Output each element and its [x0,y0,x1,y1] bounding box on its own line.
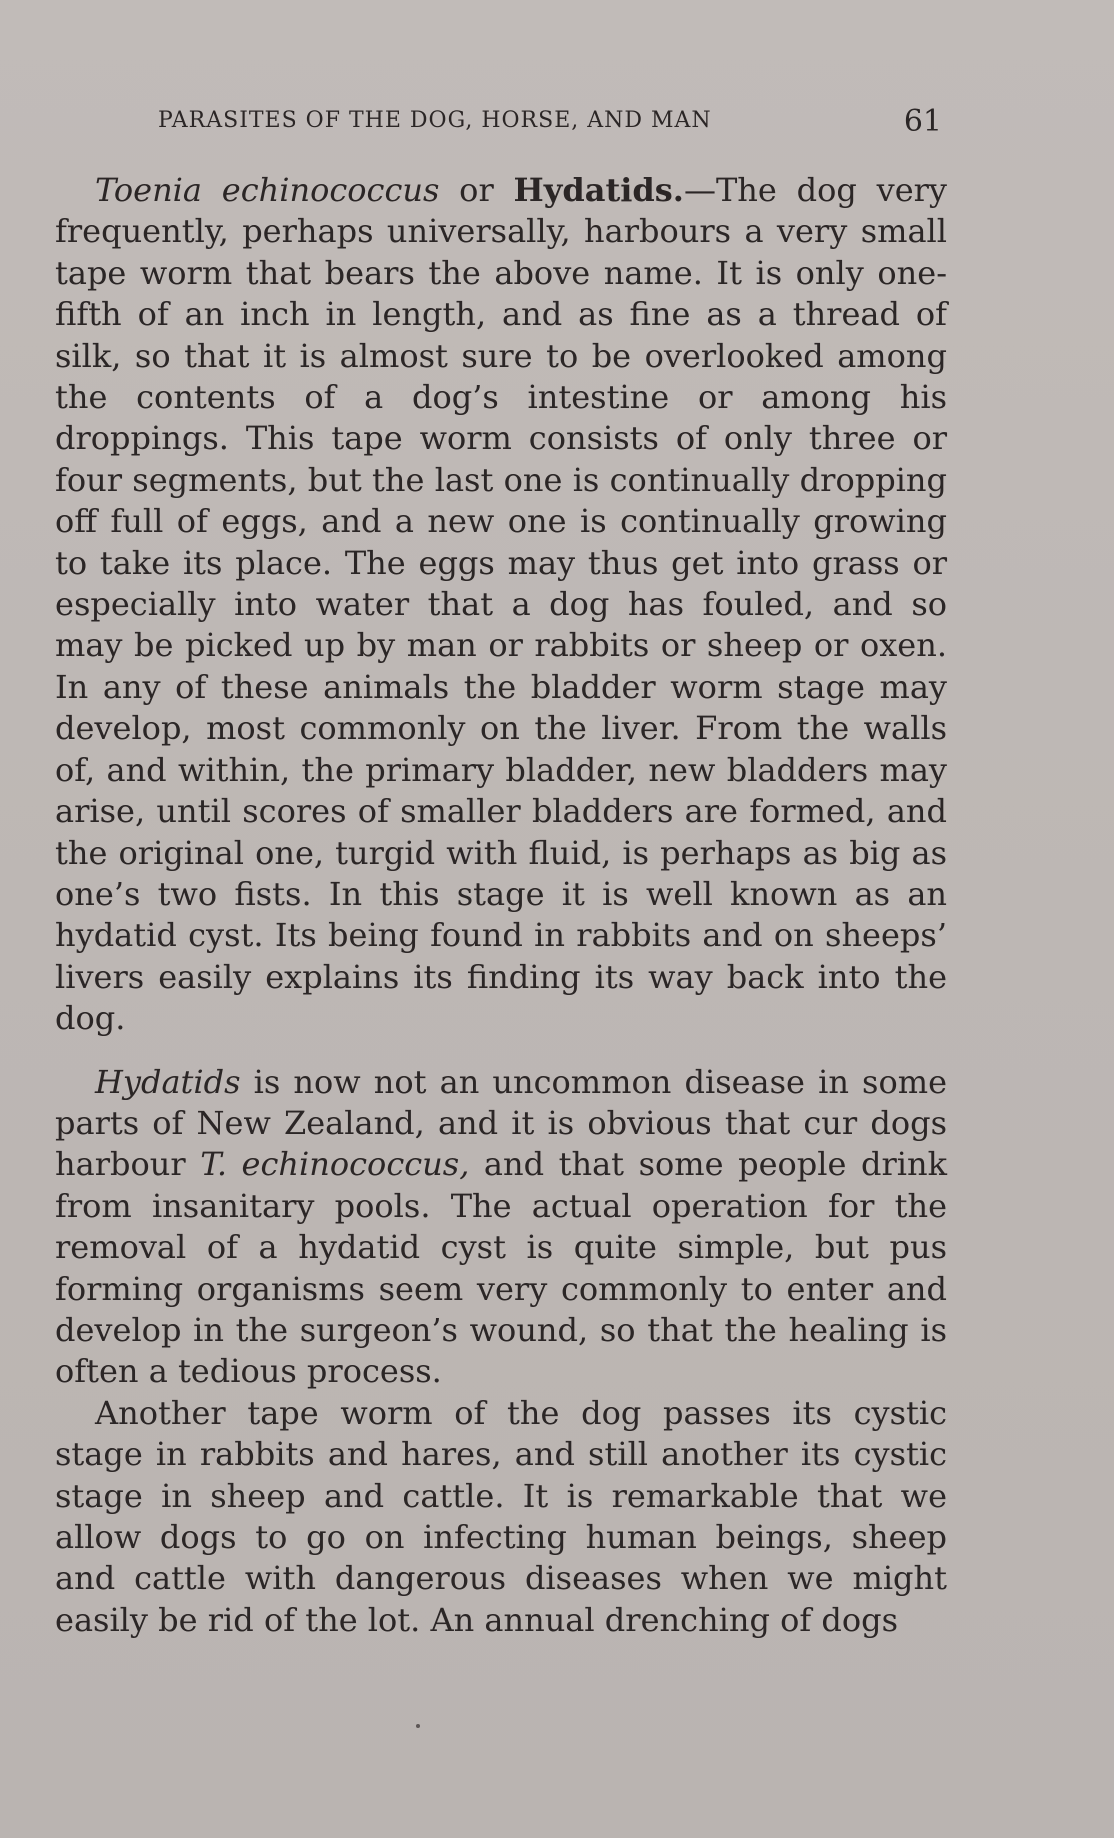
species-name: T. echinococcus, [200,1145,470,1184]
species-name-heading: Toenia echinococcus [95,171,440,209]
paragraph-hydatids-intro [55,170,947,1040]
running-head [158,104,944,144]
paragraph-text: and that some people drink from insanitary pools. The actual operation for the removal of a hydatid cyst is quite simple, but pus forming organisms seem very commonly to enter and develop in the surgeon’s wound, so that the healing is often a tedious process. [55,1145,947,1391]
body-text [55,170,947,1641]
paragraph-text: is now not an uncommon disease in some parts of New Zealand, and it is obvious that cur dogs harbour [55,1062,947,1184]
paragraph-other-tapeworms [55,1393,947,1641]
paragraph-text: —The dog very frequently, perhaps universally, harbours a very small tape worm that bears the above name. It is only one-fifth of an inch in length, and as fine as a thread of silk, so that it is almost sure to be overlooked among the contents of a dog’s intestine or among his droppings. This tape worm consists of only three or four segments, but the last one is continually dropping off full of eggs, and a new one is continually growing to take its place. The eggs may thus get into grass or especially into water that a dog has fouled, and so may be picked up by man or rabbits or sheep or oxen. In any of these animals the bladder worm stage may develop, most commonly on the liver. From the walls of, and within, the primary bladder, new bladders may arise, until scores of smaller bladders are formed, and the original one, turgid with fluid, is perhaps as big as one’s two fists. In this stage it is well known as an hydatid cyst. Its being found in rabbits and on sheeps’ livers easily explains its finding its way back into the dog. [55,171,948,1038]
heading-joiner: or [439,171,514,209]
disease-name: Hydatids [95,1062,241,1101]
running-title: PARASITES OF THE DOG, HORSE, AND MAN [158,108,712,133]
section-heading: Hydatids. [513,171,684,209]
paper-speck [416,1724,420,1728]
paragraph-hydatids-disease [55,1062,947,1393]
paragraph-text: Another tape worm of the dog passes its cystic stage in rabbits and hares, and still another its cystic stage in sheep and cattle. It is remarkable that we allow dogs to go on infecting human beings, sheep and cattle with dangerous diseases when we might easily be rid of the lot. An annual drenching of dogs [55,1393,947,1639]
page-number: 61 [903,104,942,139]
